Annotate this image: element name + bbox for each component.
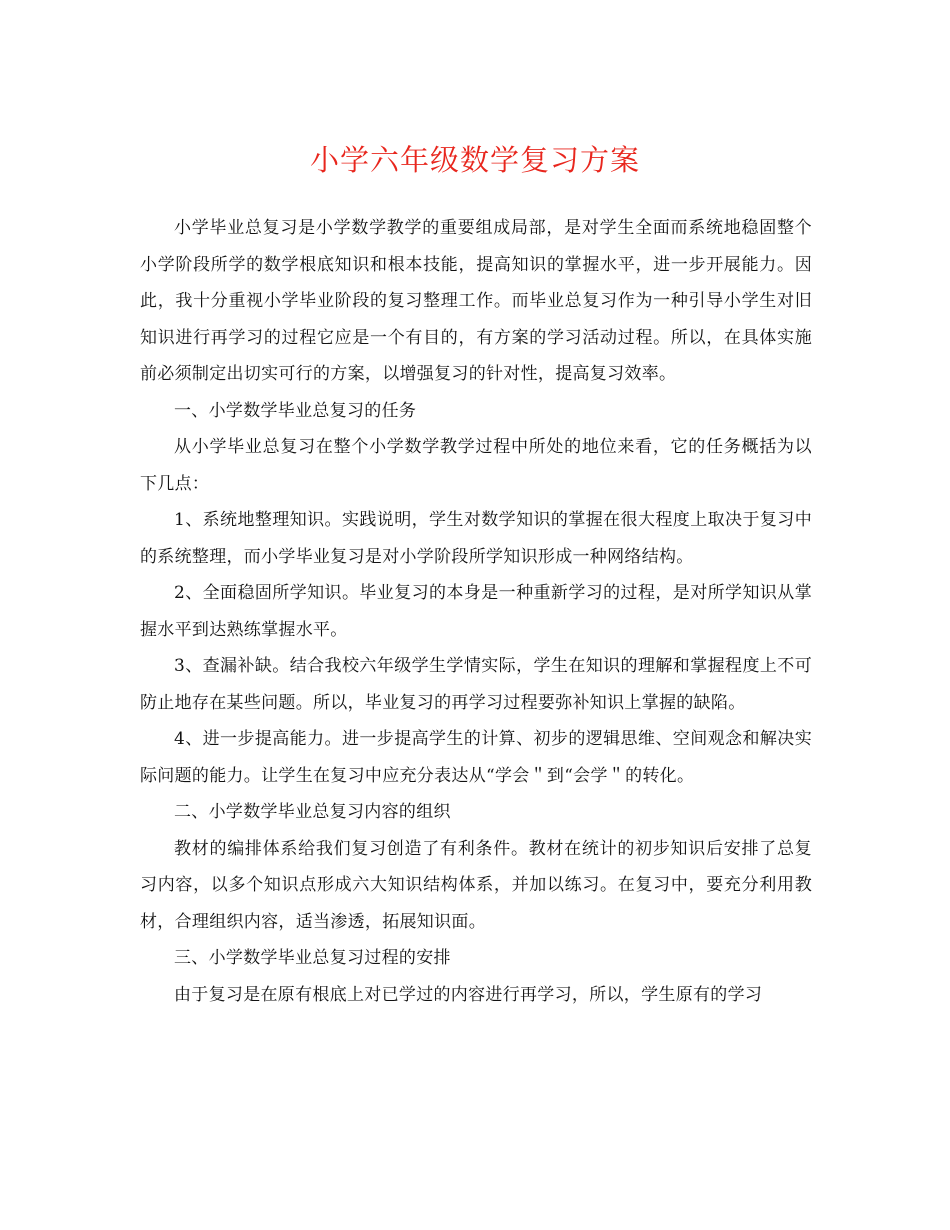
paragraph-intro: 小学毕业总复习是小学数学教学的重要组成局部，是对学生全面而系统地稳固整个小学阶段所学的数学根底知识和根本技能，提高知识的掌握水平，进一步开展能力。因此，我十分重视小学毕业阶段的复习整理工作。而毕业总复习作为一种引导小学生对旧知识进行再学习的过程它应是一个有目的，有方案的学习活动过程。所以，在具体实施前必须制定出切实可行的方案，以增强复习的针对性，提高复习效率。 [140,218,812,384]
section-heading-1: 一、小学数学毕业总复习的任务 [174,400,417,421]
section-heading-3: 三、小学数学毕业总复习过程的安排 [174,948,451,968]
document-body [140,210,812,1013]
paragraph-process: 由于复习是在原有根底上对已学过的内容进行再学习，所以，学生原有的学习 [174,984,763,1005]
section-heading-2: 二、小学数学毕业总复习内容的组织 [174,802,451,822]
list-item-task-4: 4、进一步提高能力。进一步提高学生的计算、初步的逻辑思维、空间观念和解决实际问题的能力。让学生在复习中应充分表达从“学会＂到“会学＂的转化。 [140,729,812,786]
list-item-task-2: 2、全面稳固所学知识。毕业复习的本身是一种重新学习的过程，是对所学知识从掌握水平到达熟练掌握水平。 [140,583,812,640]
document-title: 小学六年级数学复习方案 [309,143,640,177]
paragraph-tasks-intro: 从小学毕业总复习在整个小学数学教学过程中所处的地位来看，它的任务概括为以下几点： [140,437,812,494]
list-item-task-1: 1、系统地整理知识。实践说明，学生对数学知识的掌握在很大程度上取决于复习中的系统整理，而小学毕业复习是对小学阶段所学知识形成一种网络结构。 [140,510,812,567]
paragraph-content-organization: 教材的编排体系给我们复习创造了有利条件。教材在统计的初步知识后安排了总复习内容，以多个知识点形成六大知识结构体系，并加以练习。在复习中，要充分利用教材，合理组织内容，适当渗透，拓展知识面。 [140,838,812,932]
list-item-task-3: 3、查漏补缺。结合我校六年级学生学情实际，学生在知识的理解和掌握程度上不可防止地存在某些问题。所以，毕业复习的再学习过程要弥补知识上掌握的缺陷。 [140,656,812,713]
